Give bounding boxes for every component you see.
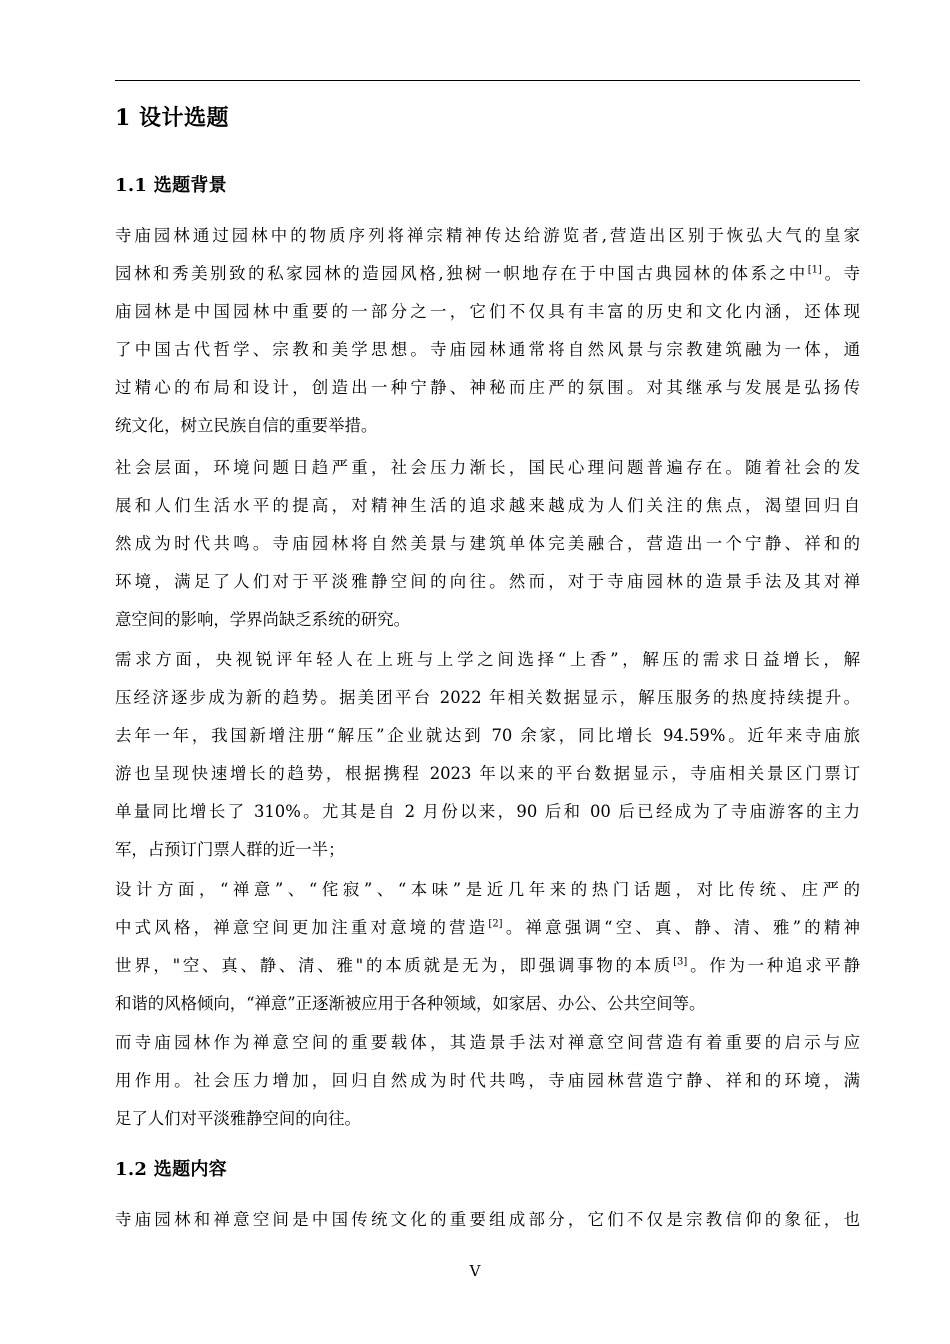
text-line: 寺庙园林和禅意空间是中国传统文化的重要组成部分，它们不仅是宗教信仰的象征，也 <box>115 1210 860 1229</box>
text-span: 园林和秀美别致的私家园林的造园风格,独树一帜地存在于中国古典园林的体系之中 <box>115 264 808 283</box>
citation-ref: [2] <box>488 918 503 930</box>
text-line: 展和人们生活水平的提高，对精神生活的追求越来越成为人们关注的焦点，渴望回归自 <box>115 496 860 515</box>
text-line: 单量同比增长了 310%。尤其是自 2 月份以来，90 后和 00 后已经成为了寺庙游客的主力 <box>115 802 860 821</box>
text-line: 过精心的布局和设计，创造出一种宁静、神秘而庄严的氛围。对其继承与发展是弘扬传 <box>115 378 860 397</box>
text-line: 意空间的影响，学界尚缺乏系统的研究。 <box>115 610 411 629</box>
text-span: 。禅意强调“空、真、静、清、雅”的精神 <box>502 918 860 937</box>
text-line: 设计方面，“禅意”、“侘寂”、“本味”是近几年来的热门话题，对比传统、庄严的 <box>115 880 860 899</box>
paragraph-2 <box>115 449 860 639</box>
paragraph-1 <box>115 217 860 445</box>
text-span: 世界，"空、真、静、清、雅"的本质就是无为，即强调事物的本质 <box>115 956 674 975</box>
text-line <box>115 909 860 947</box>
heading-1: 1 设计选题 <box>115 105 229 131</box>
text-span: 。作为一种追求平静 <box>687 956 861 975</box>
paragraph-5 <box>115 1024 860 1138</box>
text-line: 去年一年，我国新增注册“解压”企业就达到 70 余家，同比增长 94.59%。近年来寺庙旅 <box>115 726 860 745</box>
paragraph-4 <box>115 871 860 1023</box>
paragraph-3 <box>115 641 860 869</box>
text-line: 用作用。社会压力增加，回归自然成为时代共鸣，寺庙园林营造宁静、祥和的环境，满 <box>115 1071 860 1090</box>
section-1-2-title: 1.2 选题内容 <box>115 1159 227 1180</box>
citation-ref: [3] <box>673 956 688 968</box>
paragraph-6 <box>115 1201 860 1239</box>
text-span: 。寺 <box>821 264 861 283</box>
text-line: 游也呈现快速增长的趋势，根据携程 2023 年以来的平台数据显示，寺庙相关景区门票订 <box>115 764 860 783</box>
text-line: 足了人们对平淡雅静空间的向往。 <box>115 1109 361 1128</box>
section-1-1-title: 1.1 选题背景 <box>115 175 227 196</box>
text-line: 统文化，树立民族自信的重要举措。 <box>115 416 378 435</box>
text-span: 中式风格，禅意空间更加注重对意境的营造 <box>115 918 489 937</box>
text-line <box>115 255 860 293</box>
text-line <box>115 947 860 985</box>
page-number: V <box>469 1262 481 1280</box>
text-line: 寺庙园林通过园林中的物质序列将禅宗精神传达给游览者,营造出区别于恢弘大气的皇家 <box>115 226 860 245</box>
text-line: 社会层面，环境问题日趋严重，社会压力渐长，国民心理问题普遍存在。随着社会的发 <box>115 458 860 477</box>
text-line: 了中国古代哲学、宗教和美学思想。寺庙园林通常将自然风景与宗教建筑融为一体，通 <box>115 340 860 359</box>
text-line: 而寺庙园林作为禅意空间的重要载体，其造景手法对禅意空间营造有着重要的启示与应 <box>115 1033 860 1052</box>
text-line: 然成为时代共鸣。寺庙园林将自然美景与建筑单体完美融合，营造出一个宁静、祥和的 <box>115 534 860 553</box>
text-line: 和谐的风格倾向，“禅意”正逐渐被应用于各种领域，如家居、办公、公共空间等。 <box>115 994 706 1013</box>
text-line: 压经济逐步成为新的趋势。据美团平台 2022 年相关数据显示，解压服务的热度持续提升。 <box>115 688 860 707</box>
citation-ref: [1] <box>807 264 822 276</box>
header-rule <box>115 80 860 81</box>
text-line: 需求方面，央视锐评年轻人在上班与上学之间选择“上香”，解压的需求日益增长，解 <box>115 650 860 669</box>
text-line: 军，占预订门票人群的近一半； <box>115 840 345 859</box>
text-line: 环境，满足了人们对于平淡雅静空间的向往。然而，对于寺庙园林的造景手法及其对禅 <box>115 572 860 591</box>
text-line: 庙园林是中国园林中重要的一部分之一，它们不仅具有丰富的历史和文化内涵，还体现 <box>115 302 860 321</box>
